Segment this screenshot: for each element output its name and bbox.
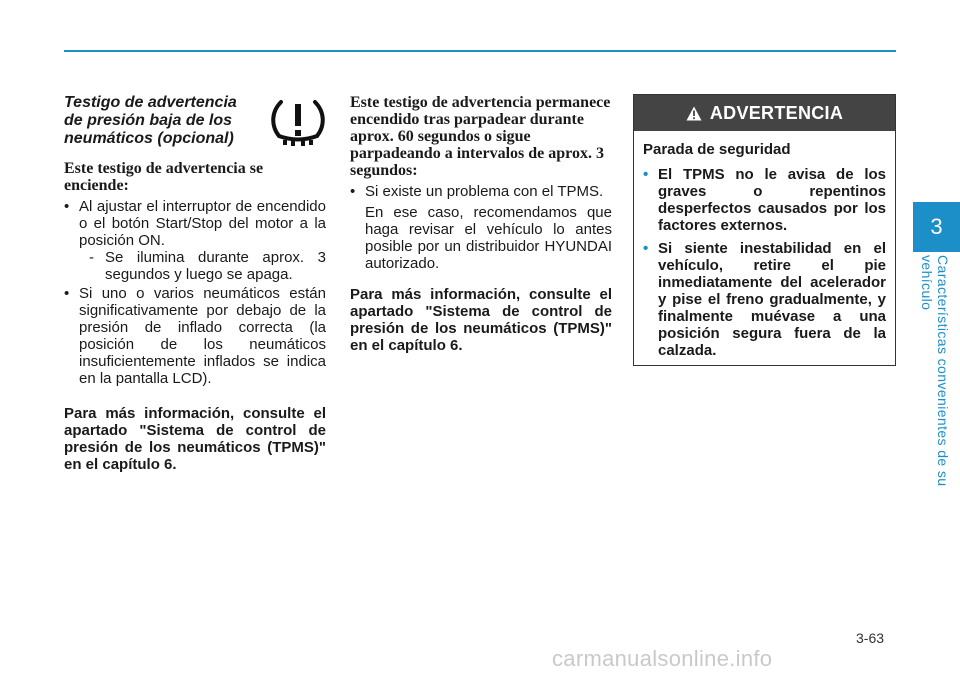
list-item-text: Al ajustar el interruptor de encendido o el botón Start/Stop del motor a la posición ON.: [79, 198, 326, 249]
warning-triangle-icon: [686, 106, 702, 121]
sub-list-item-text: Se ilumina durante aprox. 3 segundos y luego se apaga.: [105, 249, 326, 283]
chapter-tab: [913, 202, 960, 252]
intro-text: Este testigo de advertencia permanece encendido tras parpadear durante aprox. 60 segundos o sigue parpadeando a intervalos de aprox. 3 segundos:: [350, 94, 611, 179]
chapter-number: 3: [930, 214, 943, 239]
column-1: [64, 94, 326, 473]
watermark: carmanualsonline.info: [552, 646, 773, 671]
warning-header: [634, 95, 895, 131]
intro-text: Este testigo de advertencia se enciende:: [64, 160, 264, 194]
page-number: 3-63: [856, 630, 885, 646]
sub-list-item: [79, 249, 326, 283]
reference-note: Para más información, consulte el apartado "Sistema de control de presión de los neumáticos (TPMS)" en el capítulo 6.: [350, 286, 612, 354]
bullet-icon: •: [64, 198, 70, 215]
warning-subtitle: Parada de seguridad: [643, 141, 791, 158]
bullet-icon: •: [643, 166, 649, 183]
warning-body: [634, 131, 895, 359]
list-item: [64, 285, 326, 387]
dash-icon: -: [89, 249, 94, 266]
warning-item: [643, 166, 886, 234]
condition-list: [64, 198, 326, 387]
top-rule: [64, 50, 896, 52]
warning-item: [643, 240, 886, 359]
section-heading: [64, 94, 326, 154]
bullet-icon: •: [643, 240, 649, 257]
column-2: [350, 94, 612, 354]
list-item-text: Si existe un problema con el TPMS.: [365, 183, 604, 200]
warning-item-text: El TPMS no le avisa de los graves o repentinos desperfectos causados por los factores externos.: [658, 166, 886, 234]
tpms-warning-icon: [268, 96, 328, 148]
reference-note: Para más información, consulte el apartado "Sistema de control de presión de los neumáticos (TPMS)" en el capítulo 6.: [64, 405, 326, 473]
list-item: [350, 183, 612, 200]
bullet-icon: •: [64, 285, 70, 302]
warning-item-text: Si siente inestabilidad en el vehículo, retire el pie inmediatamente del acelerador y pise el freno gradualmente, y finalmente muévase a una posición segura fuera de la calzada.: [658, 240, 886, 359]
warning-box: [633, 94, 896, 366]
list-item-text: Si uno o varios neumáticos están significativamente por debajo de la presión de inflado correcta (la posición de los neumáticos insuficientemente inflados se indica en la pantalla LCD).: [79, 285, 326, 387]
bullet-icon: •: [350, 183, 356, 200]
warning-title: ADVERTENCIA: [709, 102, 844, 123]
chapter-side-title: [919, 255, 951, 545]
section-title: Testigo de advertencia de presión baja de los neumáticos (opcional): [64, 94, 237, 147]
condition-list: [350, 183, 612, 200]
chapter-title: Características convenientes de su vehículo: [919, 255, 951, 487]
warning-list: [643, 166, 886, 359]
list-item: [64, 198, 326, 283]
followup-text: En ese caso, recomendamos que haga revisar el vehículo lo antes posible por un distribuidor HYUNDAI autorizado.: [365, 204, 612, 272]
